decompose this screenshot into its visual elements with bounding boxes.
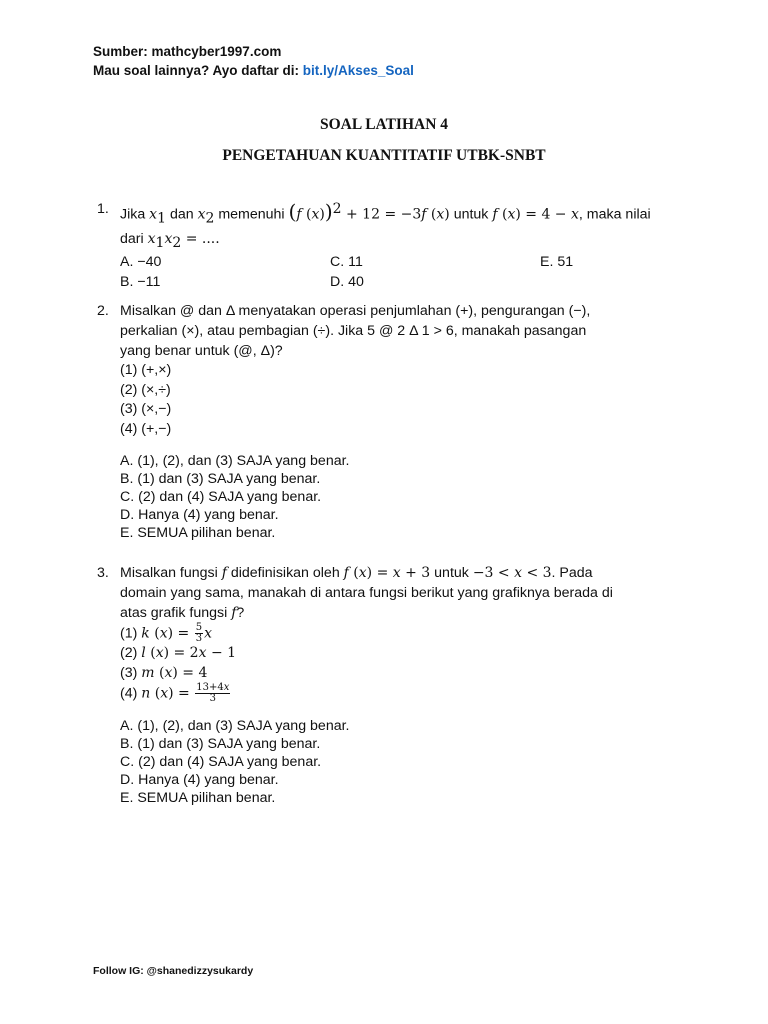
option-c[interactable]: C. 11 — [330, 254, 363, 271]
function-k: (1) k (x) = $\frac{5}{3}$ x — [120, 622, 212, 644]
question-3 — [97, 563, 687, 807]
register-link[interactable]: bit.ly/Akses_Soal — [302, 63, 414, 78]
question-number: 1. — [97, 201, 109, 217]
function-n: (4) n (x) = $\frac{13+4x}{3}$ — [120, 682, 230, 704]
option-c[interactable]: C. (2) dan (4) SAJA yang benar. — [120, 489, 322, 505]
question-number: 2. — [97, 303, 109, 319]
option-a[interactable]: A. −40 — [120, 254, 162, 271]
question-3-stem: Misalkan fungsi f didefinisikan oleh f (x) = x + 3 untuk −3 < x < 3. Pada — [120, 565, 593, 581]
exercise-subtitle: PENGETAHUAN KUANTITATIF UTBK-SNBT — [222, 147, 546, 164]
statement-1: (1) (+,×) — [120, 362, 172, 378]
question-3-stem-2: domain yang sama, manakah di antara fungsi berikut yang grafiknya berada di — [120, 585, 613, 601]
statement-2: (2) (×,÷) — [120, 381, 171, 398]
option-b[interactable]: B. (1) dan (3) SAJA yang benar. — [120, 471, 321, 487]
option-e[interactable]: E. 51 — [540, 254, 574, 271]
option-a[interactable]: A. (1), (2), dan (3) SAJA yang benar. — [120, 718, 350, 734]
question-3-stem-3: atas grafik fungsi f? — [120, 605, 245, 621]
exercise-title: SOAL LATIHAN 4 — [319, 116, 449, 133]
function-l: (2) l (x) = 2x − 1 — [120, 645, 237, 661]
option-e[interactable]: E. SEMUA pilihan benar. — [120, 525, 276, 541]
question-number: 3. — [97, 565, 109, 581]
question-1-options — [120, 252, 687, 292]
question-1-stem-cont: dari $x_1x_2$ = .... — [120, 230, 220, 251]
question-1-stem: Jika $x_1$ dan $x_2$ memenuhi (f (x))$^2$ + 12 = −3f (x) untuk f (x) = 4 − x, maka nilai — [120, 199, 651, 227]
source-label: Sumber: mathcyber1997.com — [93, 44, 282, 59]
register-line — [93, 61, 414, 80]
question-2 — [97, 301, 687, 542]
instagram-footer: Follow IG: @shanedizzysukardy — [93, 965, 254, 977]
page-header — [93, 42, 414, 80]
question-1 — [97, 199, 687, 292]
option-a[interactable]: A. (1), (2), dan (3) SAJA yang benar. — [120, 453, 350, 469]
function-m: (3) m (x) = 4 — [120, 664, 208, 681]
option-e[interactable]: E. SEMUA pilihan benar. — [120, 790, 276, 806]
answer-choices — [120, 452, 687, 542]
option-d[interactable]: D. Hanya (4) yang benar. — [120, 772, 279, 788]
statement-4: (4) (+,−) — [120, 420, 172, 437]
question-2-stem: Misalkan @ dan Δ menyatakan operasi penjumlahan (+), pengurangan (−), — [120, 303, 591, 319]
register-text: Mau soal lainnya? Ayo daftar di: — [93, 63, 303, 78]
option-d[interactable]: D. 40 — [330, 274, 364, 291]
option-b[interactable]: B. −11 — [120, 274, 161, 291]
option-b[interactable]: B. (1) dan (3) SAJA yang benar. — [120, 736, 321, 752]
answer-choices — [120, 717, 687, 807]
option-d[interactable]: D. Hanya (4) yang benar. — [120, 507, 279, 523]
question-2-stem-2: perkalian (×), atau pembagian (÷). Jika 5 @ 2 Δ 1 > 6, manakah pasangan — [120, 323, 587, 339]
question-2-stem-3: yang benar untuk (@, Δ)? — [120, 343, 283, 359]
statement-3: (3) (×,−) — [120, 401, 172, 417]
option-c[interactable]: C. (2) dan (4) SAJA yang benar. — [120, 754, 322, 770]
